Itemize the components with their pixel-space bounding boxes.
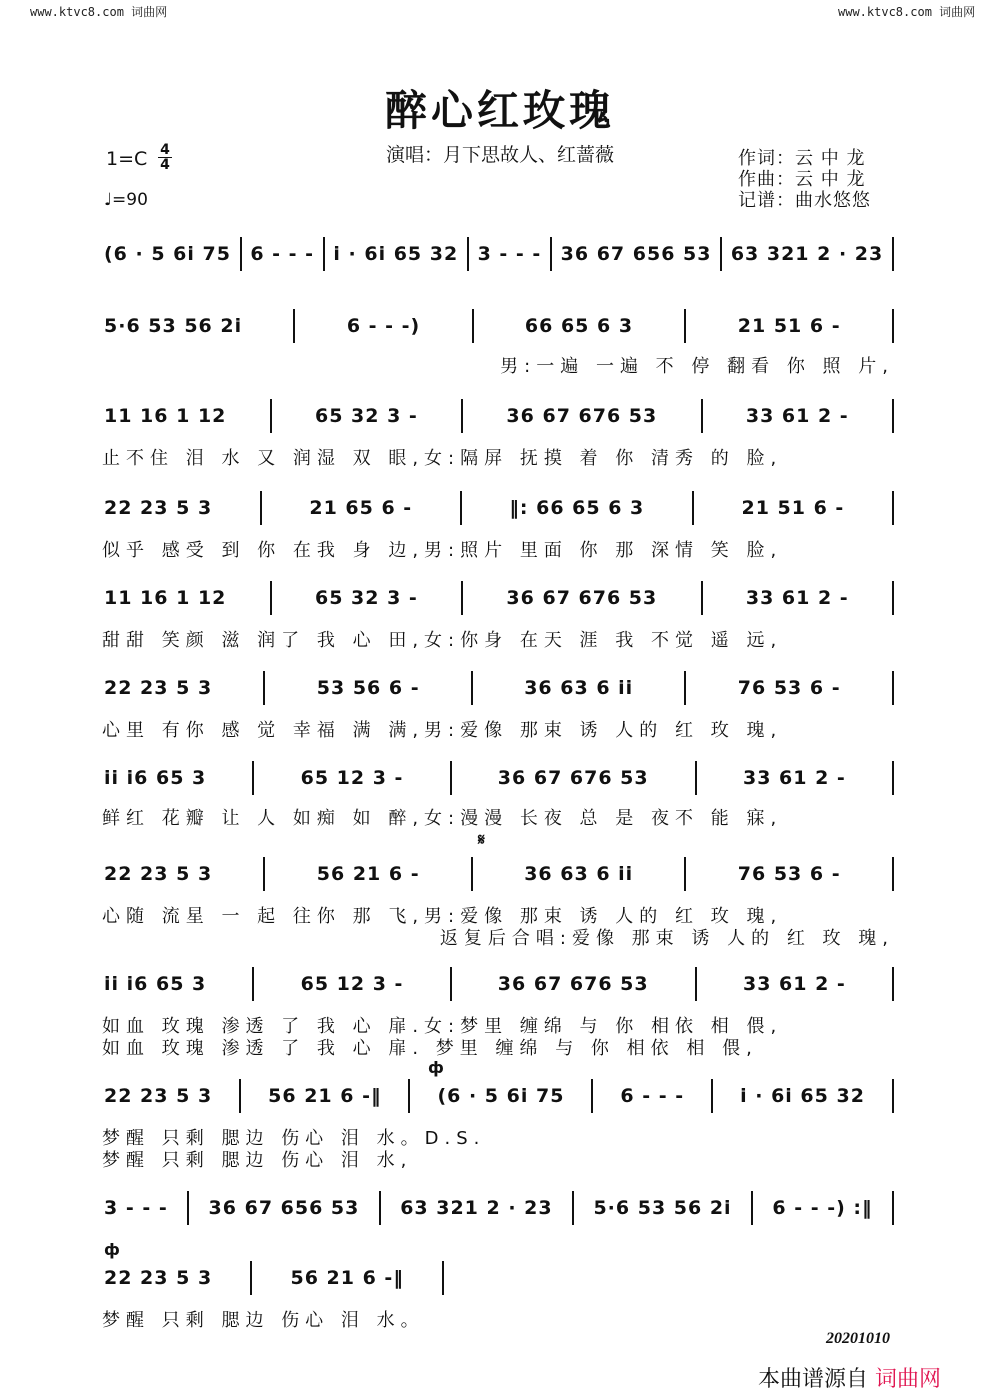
- barline: [572, 1191, 574, 1225]
- site-watermark-right: www.ktvc8.com 词曲网: [838, 5, 976, 19]
- lyric-line-9b: 梦醒 只剩 腮边 伤心 泪 水,: [102, 1150, 413, 1171]
- barline: [471, 857, 473, 891]
- barline: [263, 857, 265, 891]
- score-line-4: [104, 490, 894, 526]
- measure: 11 16 1 12: [104, 405, 227, 427]
- measure: i · 6i 65 32: [740, 1085, 865, 1107]
- measure: 36 63 6 ii: [524, 677, 634, 699]
- measure: 36 63 6 ii: [524, 863, 634, 885]
- barline: [550, 237, 552, 271]
- time-top: 4: [160, 142, 170, 158]
- barline: [684, 857, 686, 891]
- measure: 65 12 3 -: [300, 973, 404, 995]
- measure: 6 - - -: [620, 1085, 685, 1107]
- measure: 56 21 6 -‖: [290, 1267, 404, 1289]
- barline: [450, 761, 452, 795]
- barline: [892, 761, 894, 795]
- measure: 63 321 2 · 23: [730, 243, 884, 265]
- barline: [239, 1079, 241, 1113]
- measure: 22 23 5 3: [104, 677, 213, 699]
- barline: [252, 761, 254, 795]
- composer: 作曲：云 中 龙: [738, 169, 866, 190]
- barline: [684, 671, 686, 705]
- barline: [692, 491, 694, 525]
- lyric-line-5: 心里 有你 感 觉 幸福 满 满,男:爱像 那束 诱 人的 红 玫 瑰,: [102, 720, 783, 741]
- measure: 33 61 2 -: [742, 973, 846, 995]
- barline: [263, 671, 265, 705]
- measure: 22 23 5 3: [104, 863, 213, 885]
- measure: 11 16 1 12: [104, 587, 227, 609]
- score-line-2: [104, 308, 894, 344]
- lyric-line-1: 男:一遍 一遍 不 停 翻看 你 照 片,: [500, 356, 894, 377]
- lyric-line-7: 心随 流星 一 起 往你 那 飞,男:爱像 那束 诱 人的 红 玫 瑰,: [102, 906, 783, 927]
- measure: 6 - - -): [346, 315, 421, 337]
- barline: [293, 309, 295, 343]
- time-signature: [158, 143, 172, 172]
- measure: ‖: 66 65 6 3: [509, 497, 645, 519]
- tempo-mark: ♩=90: [104, 190, 148, 210]
- barline: [892, 857, 894, 891]
- barline: [408, 1079, 410, 1113]
- barline: [701, 581, 703, 615]
- barline: [379, 1191, 381, 1225]
- measure: 53 56 6 -: [316, 677, 420, 699]
- measure: 76 53 6 -: [737, 863, 841, 885]
- barline: [892, 399, 894, 433]
- barline: [892, 581, 894, 615]
- measure: i · 6i 65 32: [333, 243, 459, 265]
- barline: [460, 491, 462, 525]
- score-line-9: [104, 966, 894, 1002]
- credits: [738, 148, 871, 211]
- score-line-10: [104, 1078, 894, 1114]
- score-line-12: [104, 1260, 444, 1296]
- lyric-line-3: 似乎 感受 到 你 在我 身 边,男:照片 里面 你 那 深情 笑 脸,: [102, 540, 783, 561]
- barline: [450, 967, 452, 1001]
- measure: (6 · 5 6i 75: [437, 1085, 565, 1107]
- score-line-11: [104, 1190, 894, 1226]
- measure: 33 61 2 -: [745, 405, 849, 427]
- score-line-1: [104, 236, 894, 272]
- barline: [260, 491, 262, 525]
- measure: 36 67 656 53: [560, 243, 712, 265]
- measure: 63 321 2 · 23: [400, 1197, 553, 1219]
- barline: [751, 1191, 753, 1225]
- score-line-6: [104, 670, 894, 706]
- measure: (6 · 5 6i 75: [104, 243, 231, 265]
- barline: [591, 1079, 593, 1113]
- measure: 56 21 6 -: [316, 863, 420, 885]
- barline: [270, 399, 272, 433]
- measure: ii i6 65 3: [104, 767, 207, 789]
- measure: 5·6 53 56 2i: [104, 315, 243, 337]
- barline: [695, 967, 697, 1001]
- barline: [461, 399, 463, 433]
- transcriber: 记谱：曲水悠悠: [738, 190, 871, 211]
- lyric-line-7b: 返复后合唱:爱像 那束 诱 人的 红 玫 瑰,: [439, 928, 894, 949]
- barline: [892, 967, 894, 1001]
- key-signature: 1=C: [106, 148, 148, 170]
- date-stamp: 20201010: [826, 1330, 890, 1347]
- lyric-line-6: 鲜红 花瓣 让 人 如痴 如 醉,女:漫漫 长夜 总 是 夜不 能 寐,: [102, 808, 783, 829]
- lyric-line-4: 甜甜 笑颜 滋 润了 我 心 田,女:你身 在天 涯 我 不觉 遥 远,: [102, 630, 783, 651]
- barline: [892, 237, 894, 271]
- barline: [467, 237, 469, 271]
- source-prefix: 本曲谱源自: [758, 1367, 869, 1392]
- score-line-5: [104, 580, 894, 616]
- measure: ii i6 65 3: [104, 973, 207, 995]
- barline: [892, 491, 894, 525]
- measure: 65 32 3 -: [314, 405, 418, 427]
- measure: 33 61 2 -: [742, 767, 846, 789]
- barline: [187, 1191, 189, 1225]
- measure: 21 51 6 -: [741, 497, 845, 519]
- measure: 6 - - -) :‖: [772, 1197, 873, 1219]
- site-watermark-left: www.ktvc8.com 词曲网: [30, 5, 168, 19]
- measure: 36 67 676 53: [506, 405, 658, 427]
- song-title: 醉心红玫瑰: [384, 86, 615, 135]
- measure: 6 - - -: [250, 243, 315, 265]
- coda-sign-2: ф: [104, 1240, 120, 1259]
- measure: 65 12 3 -: [300, 767, 404, 789]
- segno-sign: 𝄋: [478, 830, 485, 849]
- score-line-3: [104, 398, 894, 434]
- barline: [695, 761, 697, 795]
- measure: 36 67 656 53: [208, 1197, 360, 1219]
- barline: [472, 309, 474, 343]
- barline: [471, 671, 473, 705]
- barline: [240, 237, 242, 271]
- barline: [442, 1261, 444, 1295]
- measure: 5·6 53 56 2i: [593, 1197, 732, 1219]
- source-site-link[interactable]: 词曲网: [875, 1367, 942, 1392]
- barline: [461, 581, 463, 615]
- coda-sign-1: ф: [428, 1058, 444, 1077]
- lyric-line-8: 如血 玫瑰 渗透 了 我 心 扉.女:梦里 缠绵 与 你 相依 相 偎,: [102, 1016, 783, 1037]
- measure: 3 - - -: [104, 1197, 168, 1219]
- lyric-line-8b: 如血 玫瑰 渗透 了 我 心 扉. 梦里 缠绵 与 你 相依 相 偎,: [102, 1038, 758, 1059]
- barline: [684, 309, 686, 343]
- measure: 33 61 2 -: [745, 587, 849, 609]
- lyric-line-2: 止不住 泪 水 又 润湿 双 眼,女:隔屏 抚摸 着 你 清秀 的 脸,: [102, 448, 783, 469]
- measure: 21 65 6 -: [309, 497, 413, 519]
- lyric-line-10: 梦醒 只剩 腮边 伤心 泪 水。: [102, 1310, 425, 1331]
- measure: 65 32 3 -: [314, 587, 418, 609]
- lyricist: 作词：云 中 龙: [738, 148, 866, 169]
- barline: [250, 1261, 252, 1295]
- barline: [892, 309, 894, 343]
- measure: 76 53 6 -: [737, 677, 841, 699]
- measure: 66 65 6 3: [524, 315, 634, 337]
- singer-line: 演唱：月下思故人、红蔷薇: [385, 144, 614, 166]
- measure: 22 23 5 3: [104, 1267, 213, 1289]
- barline: [892, 1191, 894, 1225]
- barline: [720, 237, 722, 271]
- time-bottom: 4: [158, 157, 172, 172]
- barline: [701, 399, 703, 433]
- measure: 36 67 676 53: [497, 767, 649, 789]
- barline: [270, 581, 272, 615]
- measure: 36 67 676 53: [497, 973, 649, 995]
- measure: 21 51 6 -: [737, 315, 841, 337]
- barline: [892, 671, 894, 705]
- barline: [252, 967, 254, 1001]
- barline: [323, 237, 325, 271]
- measure: 22 23 5 3: [104, 497, 213, 519]
- measure: 22 23 5 3: [104, 1085, 213, 1107]
- measure: 36 67 676 53: [506, 587, 658, 609]
- lyric-line-9: 梦醒 只剩 腮边 伤心 泪 水。D.S.: [102, 1128, 486, 1149]
- score-line-8: [104, 856, 894, 892]
- source-credit: [758, 1362, 941, 1393]
- measure: 56 21 6 -‖: [268, 1085, 382, 1107]
- measure: 3 - - -: [477, 243, 542, 265]
- barline: [711, 1079, 713, 1113]
- barline: [892, 1079, 894, 1113]
- score-line-7: [104, 760, 894, 796]
